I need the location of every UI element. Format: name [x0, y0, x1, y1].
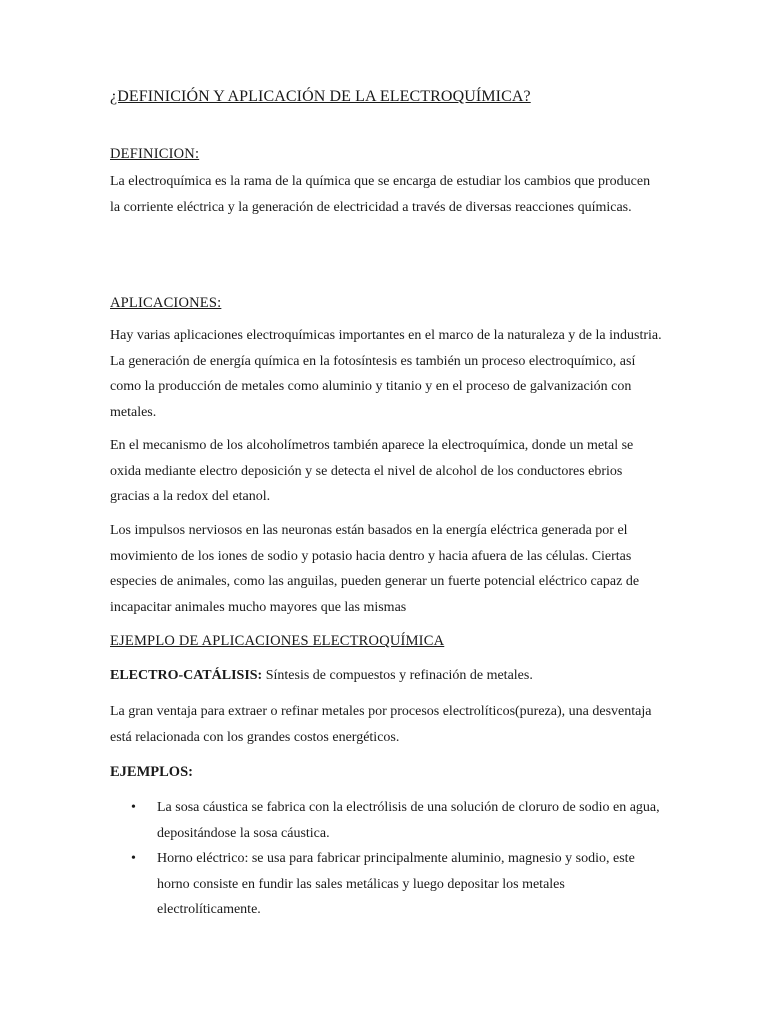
catalisis-text: Síntesis de compuestos y refinación de metales. [262, 668, 533, 683]
list-item [110, 846, 662, 923]
aplicaciones-heading: APLICACIONES: [110, 295, 222, 311]
bullet-icon: • [131, 851, 136, 866]
definicion-paragraph: La electroquímica es la rama de la química que se encarga de estudiar los cambios que producen la corriente eléctrica y la generación de electricidad a través de diversas reacciones químicas. [110, 174, 651, 215]
list-item [110, 795, 662, 846]
bullet-icon: • [131, 800, 136, 815]
aplicaciones-paragraph-1: Hay varias aplicaciones electroquímicas importantes en el marco de la naturaleza y de la industria. La generación de energía química en la fotosíntesis es también un proceso electroquímico, así como la producción de metales como aluminio y titanio y en el proceso de galvanización con metales. [110, 328, 662, 420]
aplicaciones-paragraph-3: Los impulsos nerviosos en las neuronas están basados en la energía eléctrica generada por el movimiento de los iones de sodio y potasio hacia dentro y hacia afuera de las células. Ciertas especies de animales, como las anguilas, pueden generar un fuerte potencial eléctrico capaz de incapacitar animales mucho mayores que las mismas [110, 523, 640, 615]
list-item-text: Horno eléctrico: se usa para fabricar principalmente aluminio, magnesio y sodio, este horno consiste en fundir las sales metálicas y luego depositar los metales electrolíticamente. [157, 851, 635, 917]
ejemplos-list [110, 795, 662, 923]
ejemplos-heading: EJEMPLOS: [110, 764, 193, 780]
document-title: ¿DEFINICIÓN Y APLICACIÓN DE LA ELECTROQUÍMICA? [110, 88, 531, 105]
catalisis-label: ELECTRO-CATÁLISIS: [110, 668, 263, 683]
aplicaciones-paragraph-2: En el mecanismo de los alcoholímetros también aparece la electroquímica, donde un metal se oxida mediante electro deposición y se detecta el nivel de alcohol de los conductores ebrios gracias a la redox del etanol. [110, 438, 634, 504]
list-item-text: La sosa cáustica se fabrica con la electrólisis de una solución de cloruro de sodio en agua, depositándose la sosa cáustica. [157, 800, 660, 841]
ventaja-paragraph: La gran ventaja para extraer o refinar metales por procesos electrolíticos(pureza), una desventaja está relacionada con los grandes costos energéticos. [110, 704, 652, 745]
ejemplo-heading: EJEMPLO DE APLICACIONES ELECTROQUÍMICA [110, 633, 445, 649]
catalisis-line [110, 663, 662, 689]
definicion-heading: DEFINICION: [110, 146, 200, 162]
